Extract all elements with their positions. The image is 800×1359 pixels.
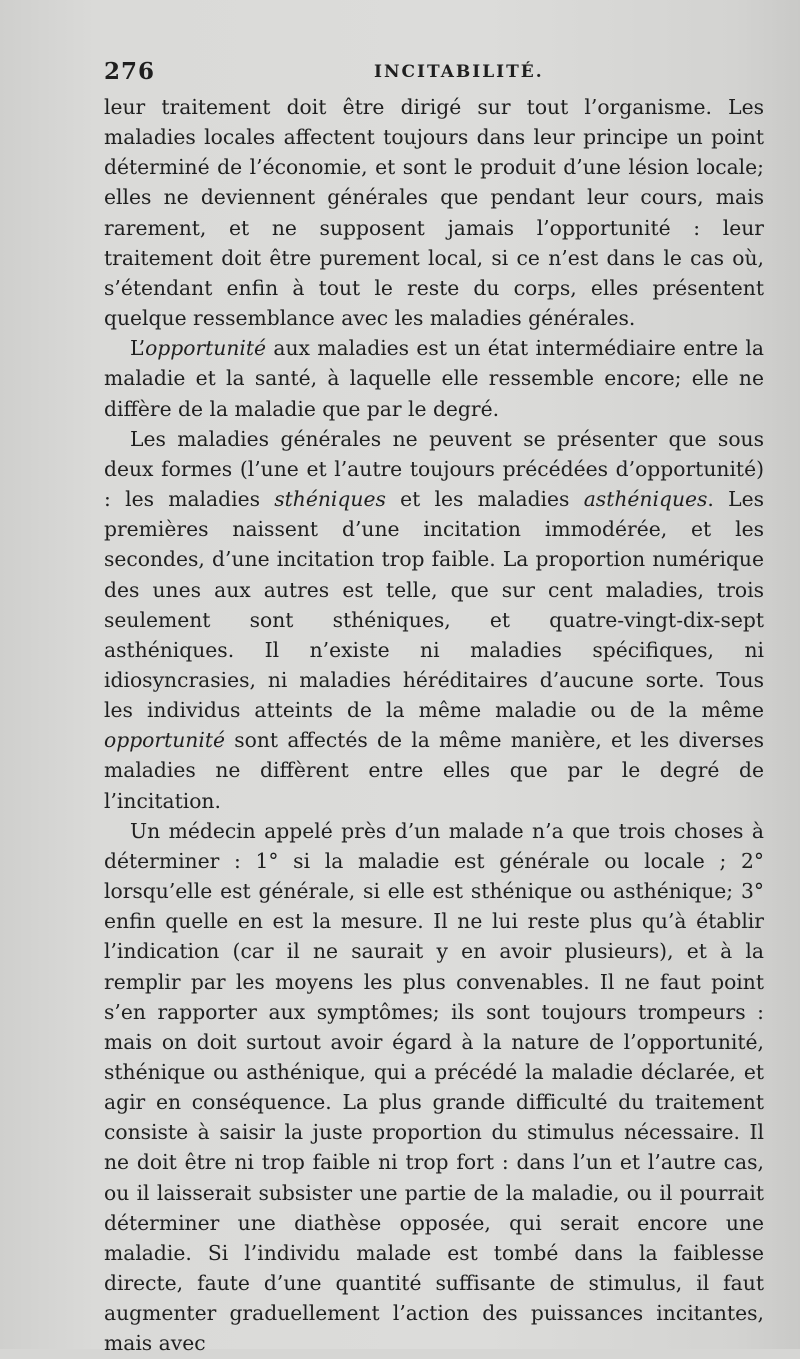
paragraph [104, 424, 764, 816]
paragraph [104, 816, 764, 1359]
body-text [104, 92, 764, 1359]
text-run: aux maladies est un état intermédiaire entre la maladie et la santé, à laquelle elle ressemble encore; elle ne diffère de la maladie que par le degré. [104, 336, 764, 421]
italic-term: asthéniques [583, 487, 708, 512]
running-head: INCITABILITÉ. [374, 62, 544, 82]
page-header [104, 58, 764, 90]
page-number: 276 [104, 58, 156, 85]
text-run: . Les premières naissent d’une incitation immodérée, et les secondes, d’une incitation trop faible. La proportion numérique des unes aux autres est telle, que sur cent maladies, trois seulement sont sthéniques, et quatre-vingt-dix-sept asthéniques. Il n’existe ni maladies spécifiques, ni idiosyncrasies, ni maladies héréditaires d’aucune sorte. Tous les individus atteints de la même maladie ou de la même [104, 487, 764, 723]
text-run: sont affectés de la même manière, et les diverses maladies ne diffèrent entre elles que par le degré de l’incitation. [104, 728, 764, 813]
text-run: et les maladies [385, 487, 584, 512]
paragraph [104, 333, 764, 423]
italic-term: opportunité [145, 336, 267, 361]
italic-term: sthéniques [274, 487, 386, 512]
text-run: leur traitement doit être dirigé sur tout l’organisme. Les maladies locales affectent toujours dans leur principe un point déterminé de l’économie, et sont le produit d’une lésion locale; elles ne deviennent générales que pendant leur cours, mais rarement, et ne supposent jamais l’opportunité : leur traitement doit être purement local, si ce n’est dans le cas où, s’étendant enfin à tout le reste du corps, elles présentent quelque ressemblance avec les maladies générales. [104, 95, 764, 331]
text-run: Un médecin appelé près d’un malade n’a que trois choses à déterminer : 1° si la maladie est générale ou locale ; 2° lorsqu’elle est générale, si elle est sthénique ou asthénique; 3° enfin quelle en est la mesure. Il ne lui reste plus qu’à établir l’indication (car il ne saurait y en avoir plusieurs), et à la remplir par les moyens les plus convenables. Il ne faut point s’en rapporter aux symptômes; ils sont toujours trompeurs : mais on doit surtout avoir égard à la nature de l’opportunité, sthénique ou asthénique, qui a précédé la maladie déclarée, et agir en conséquence. La plus grande difficulté du traitement consiste à saisir la juste proportion du stimulus nécessaire. Il ne doit être ni trop faible ni trop fort : dans l’un et l’autre cas, ou il laisserait subsister une partie de la maladie, ou il pourrait déterminer une diathèse opposée, qui serait encore une maladie. Si l’individu malade est tombé dans la faiblesse directe, faute d’une quantité suffisante de stimulus, il faut augmenter graduellement l’action des puissances incitantes, mais avec [104, 818, 764, 1356]
text-run: L’ [130, 336, 146, 361]
text-run: Les maladies générales ne peuvent se présenter que sous deux formes (l’une et l’autre toujours précédées d’opportunité) : les maladies [104, 426, 764, 512]
italic-term: opportunité [104, 728, 225, 753]
paragraph [104, 92, 764, 333]
